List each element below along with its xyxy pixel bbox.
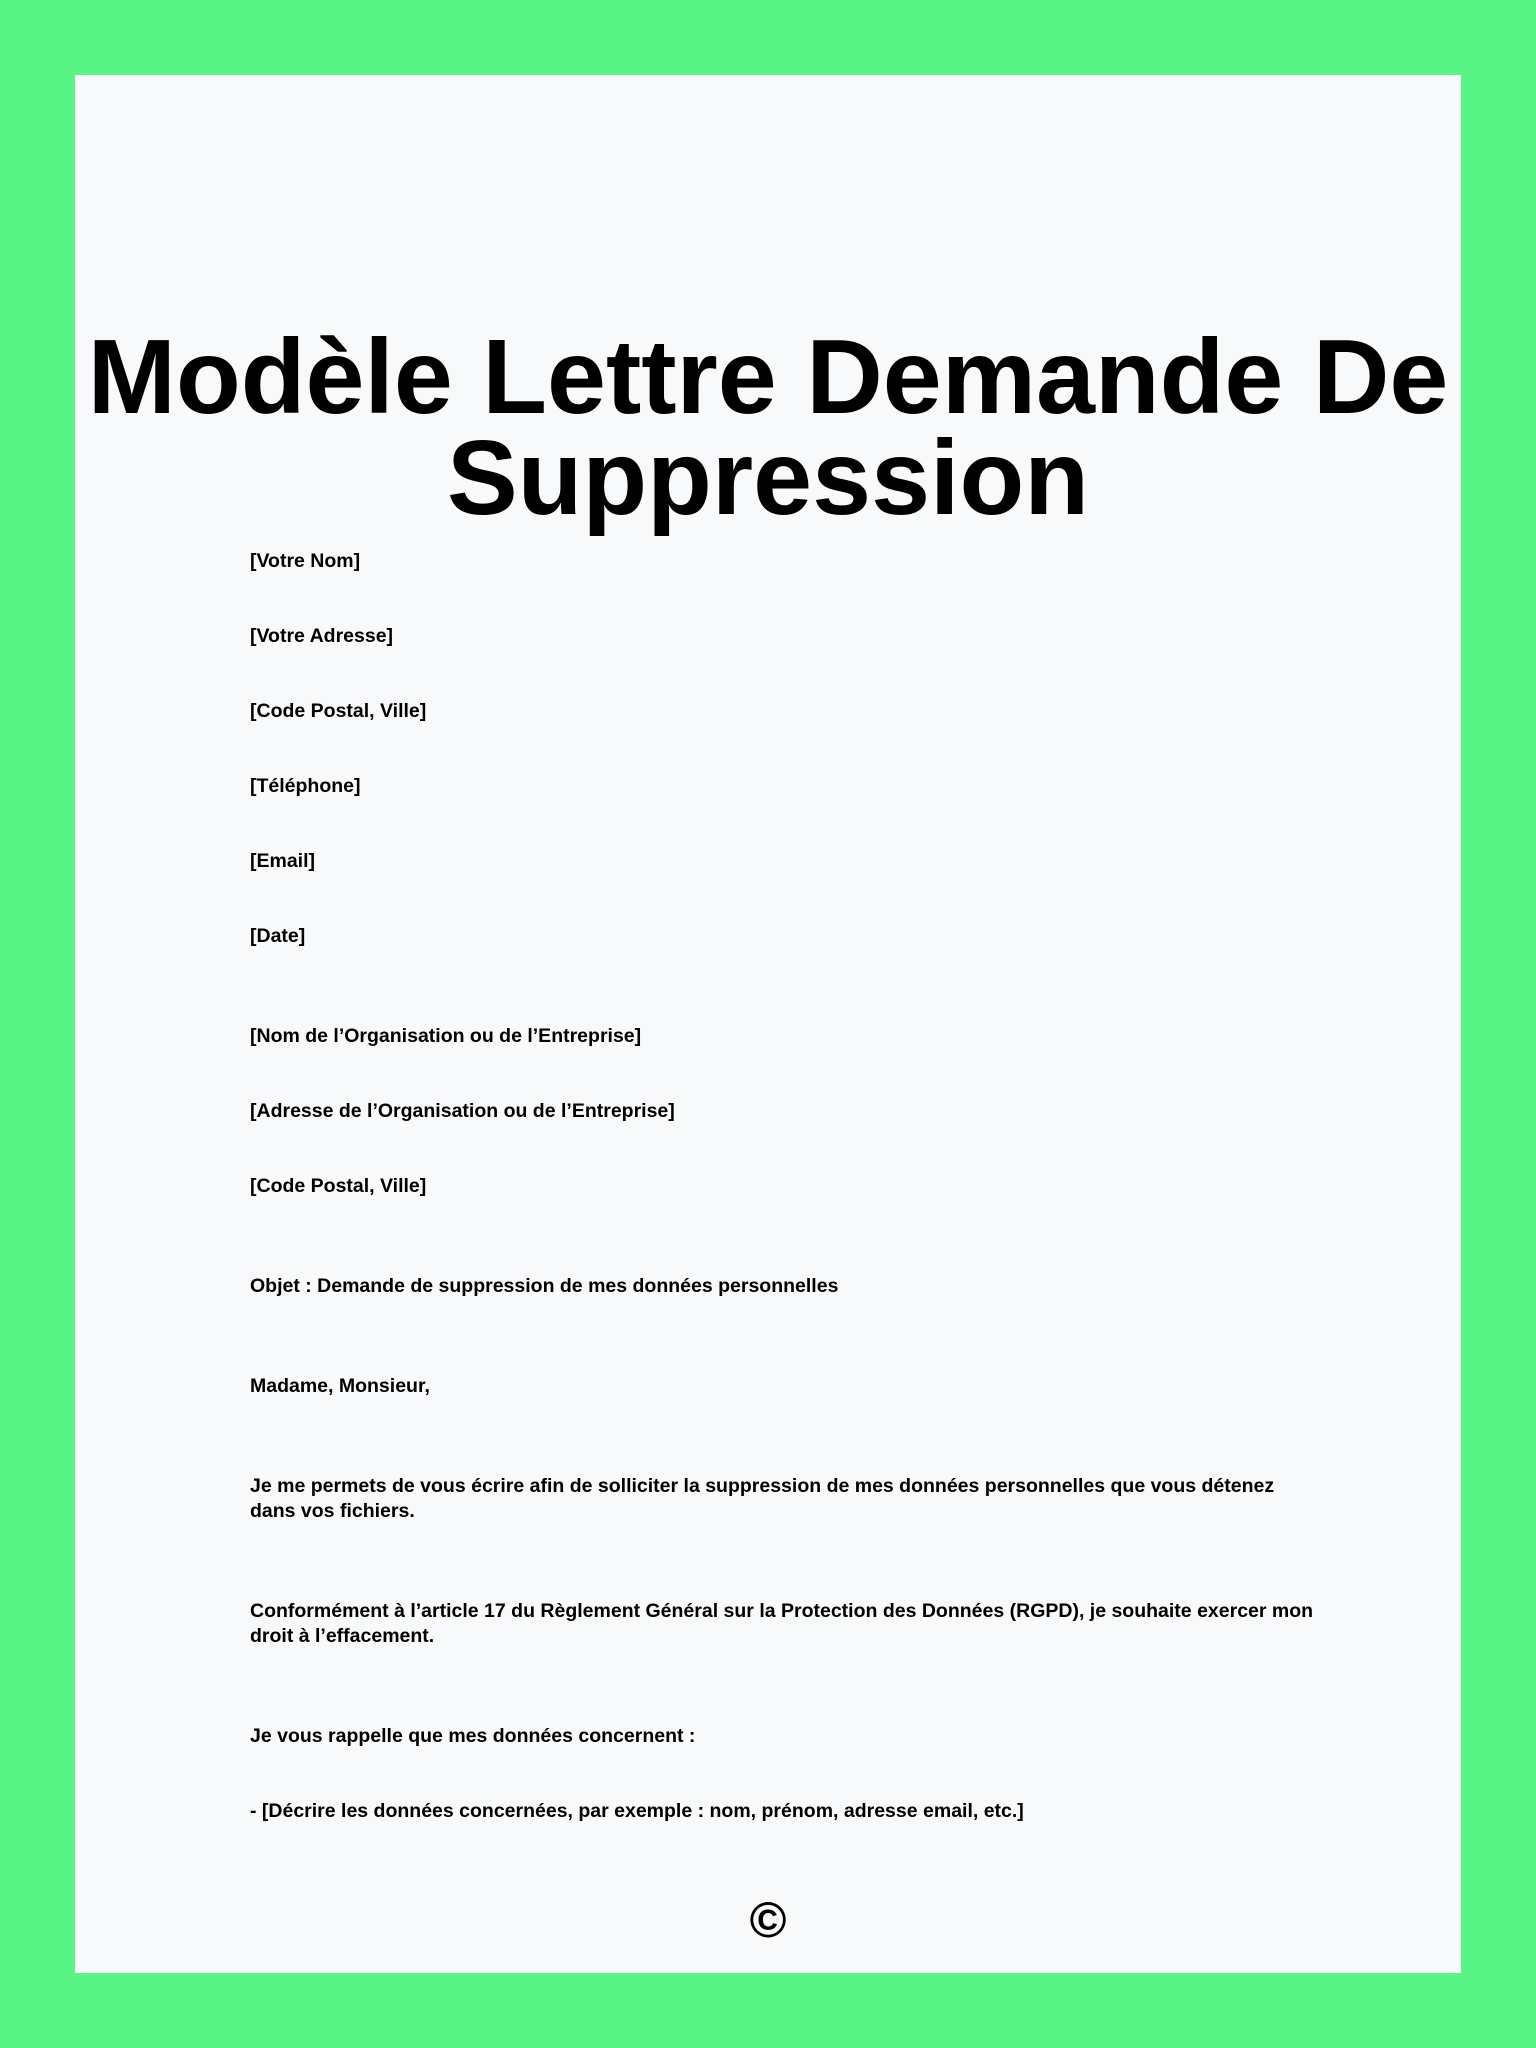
sender-phone: [Téléphone] <box>250 775 361 797</box>
recipient-postal-city: [Code Postal, Ville] <box>250 1175 427 1197</box>
page-title: Modèle Lettre Demande De Suppression <box>87 318 1449 537</box>
body-paragraph-1: Je me permets de vous écrire afin de solliciter la suppression de mes données personnelles que vous détenez dans vos fichiers. <box>250 1475 1275 1522</box>
sender-address: [Votre Adresse] <box>250 625 394 647</box>
sender-postal-city: [Code Postal, Ville] <box>250 700 427 722</box>
letter-date: [Date] <box>250 925 306 947</box>
sender-email: [Email] <box>250 850 316 872</box>
body-paragraph-3: Je vous rappelle que mes données concernent : <box>250 1725 696 1747</box>
recipient-organization: [Nom de l’Organisation ou de l’Entreprise] <box>250 1025 642 1047</box>
recipient-address: [Adresse de l’Organisation ou de l’Entreprise] <box>250 1100 675 1122</box>
sender-name: [Votre Nom] <box>250 550 361 572</box>
letter-subject: Objet : Demande de suppression de mes données personnelles <box>250 1275 839 1297</box>
body-paragraph-2: Conformément à l’article 17 du Règlement Général sur la Protection des Données (RGPD), je souhaite exercer mon droit à l’effacement. <box>250 1600 1314 1647</box>
letter-page <box>75 75 1461 1973</box>
salutation: Madame, Monsieur, <box>250 1375 430 1397</box>
copyright-icon: © <box>749 1892 787 1948</box>
data-list-item: - [Décrire les données concernées, par exemple : nom, prénom, adresse email, etc.] <box>250 1800 1024 1822</box>
